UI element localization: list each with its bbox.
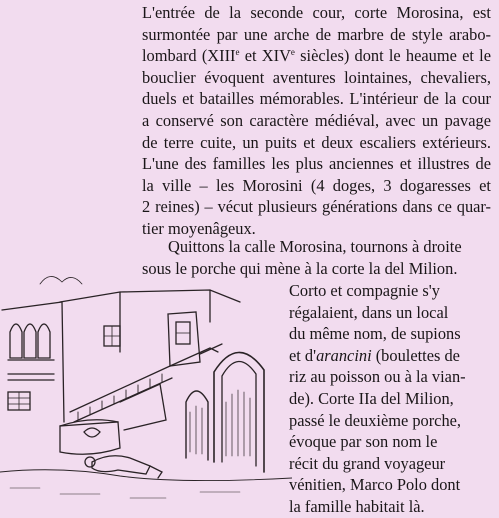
text-line: vénitien, Marco Polo dont [289, 475, 461, 495]
text-line: duels et batailles mémorables. L'intérieur de la cour [142, 89, 491, 109]
text-line: 2 reines) – vécut plusieurs générations dans ce quar- [142, 197, 491, 217]
text-line: et d'arancini (boulettes de [289, 345, 460, 365]
well [60, 422, 120, 454]
text-line: Quittons la calle Morosina, tournons à droite [168, 237, 462, 256]
courtyard-illustration [0, 262, 292, 509]
text-line: a conservé son caractère médiéval, avec un pavage [142, 110, 491, 130]
text-line: de terre cuite, un puits et deux escaliers extérieurs. [142, 132, 491, 152]
text-line: surmontée par une arche de marbre de style arabo- [142, 24, 491, 44]
text-line: L'une des familles les plus anciennes et illustres de [142, 154, 491, 174]
text-line: lombard (XIIIe et XIVe siècles) dont le heaume et le [142, 46, 491, 66]
text-line: régalaient, dans un local [289, 302, 449, 322]
text-line: riz au poisson ou à la vian- [289, 367, 466, 387]
text-line: de). Corte IIa del Milion, [289, 388, 454, 408]
text-line: évoque par son nom le [289, 432, 438, 452]
reclining-figure [92, 456, 150, 474]
text-line: passé le deuxième porche, [289, 410, 462, 430]
text-line: la ville – les Morosini (4 doges, 3 dogaresses et [142, 175, 491, 195]
text-line: récit du grand voyageur [289, 453, 446, 473]
intro-paragraph [116, 2, 491, 240]
side-column-text [289, 280, 495, 518]
text-line: tier moyenâgeux. [142, 218, 256, 238]
text-line: la famille habitait là. [289, 496, 425, 516]
text-line: du même nom, de supions [289, 324, 461, 344]
text-line: sous le porche qui mène à la corte la del Milion. [142, 258, 458, 278]
text-line: bouclier évoquent aventures lointaines, chevaliers, [142, 67, 491, 87]
text-line: L'entrée de la seconde cour, corte Morosina, est [142, 3, 491, 22]
text-line: Corto et compagnie s'y [289, 281, 440, 300]
italic-term: arancini [316, 345, 372, 365]
